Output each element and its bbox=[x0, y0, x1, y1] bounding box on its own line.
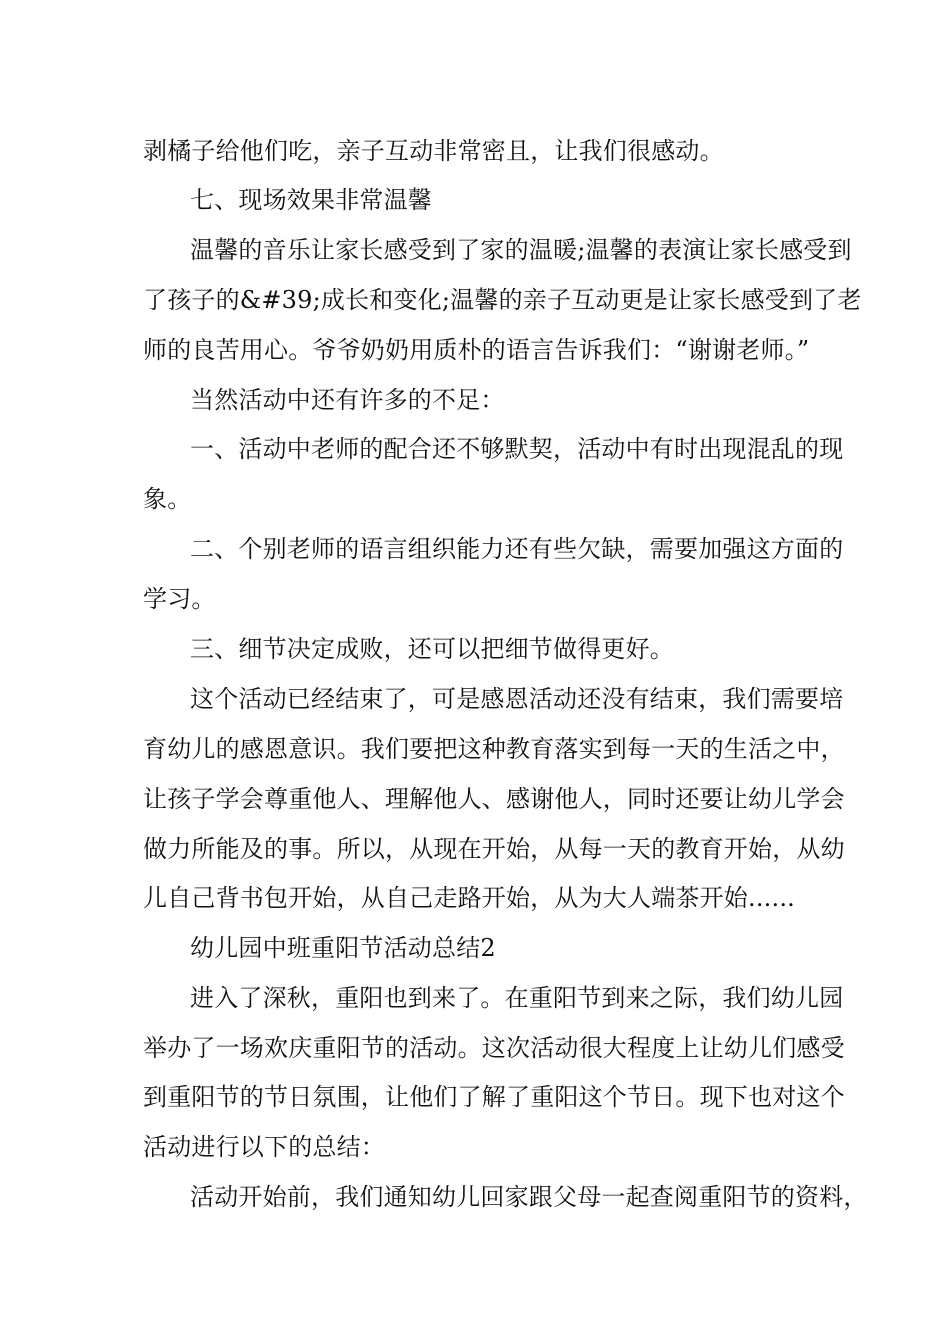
text-line: 进入了深秋，重阳也到来了。在重阳节到来之际，我们幼儿园 bbox=[190, 984, 844, 1012]
section-heading: 七、现场效果非常温馨 bbox=[190, 186, 432, 214]
section-heading: 幼儿园中班重阳节活动总结2 bbox=[190, 934, 496, 962]
text-line: 举办了一场欢庆重阳节的活动。这次活动很大程度上让幼儿们感受 bbox=[143, 1034, 845, 1062]
text-line: 让孩子学会尊重他人、理解他人、感谢他人，同时还要让幼儿学会 bbox=[143, 785, 845, 813]
text-line: 温馨的音乐让家长感受到了家的温暖;温馨的表演让家长感受到 bbox=[190, 236, 852, 264]
text-line: 三、细节决定成败，还可以把细节做得更好。 bbox=[190, 635, 674, 663]
text-line: 活动进行以下的总结： bbox=[143, 1133, 385, 1161]
text-line: 活动开始前，我们通知幼儿回家跟父母一起查阅重阳节的资料， bbox=[190, 1183, 868, 1211]
text-line: 学习。 bbox=[143, 585, 216, 613]
text-line: 育幼儿的感恩意识。我们要把这种教育落实到每一天的生活之中， bbox=[143, 735, 845, 763]
text-line: 了孩子的&#39;成长和变化;温馨的亲子互动更是让家长感受到了老 bbox=[143, 286, 862, 314]
text-line: 当然活动中还有许多的不足： bbox=[190, 386, 505, 414]
text-line: 做力所能及的事。所以，从现在开始，从每一天的教育开始，从幼 bbox=[143, 835, 845, 863]
text-line: 师的良苦用心。爷爷奶奶用质朴的语言告诉我们：“谢谢老师。” bbox=[143, 336, 810, 364]
text-line: 这个活动已经结束了，可是感恩活动还没有结束，我们需要培 bbox=[190, 685, 844, 713]
text-line: 剥橘子给他们吃，亲子互动非常密且，让我们很感动。 bbox=[143, 137, 724, 165]
text-line: 象。 bbox=[143, 485, 192, 513]
text-line: 到重阳节的节日氛围，让他们了解了重阳这个节日。现下也对这个 bbox=[143, 1083, 845, 1111]
text-line: 二、个别老师的语言组织能力还有些欠缺，需要加强这方面的 bbox=[190, 535, 844, 563]
text-line: 儿自己背书包开始，从自己走路开始，从为大人端茶开始...... bbox=[143, 884, 795, 912]
text-line: 一、活动中老师的配合还不够默契，活动中有时出现混乱的现 bbox=[190, 435, 844, 463]
